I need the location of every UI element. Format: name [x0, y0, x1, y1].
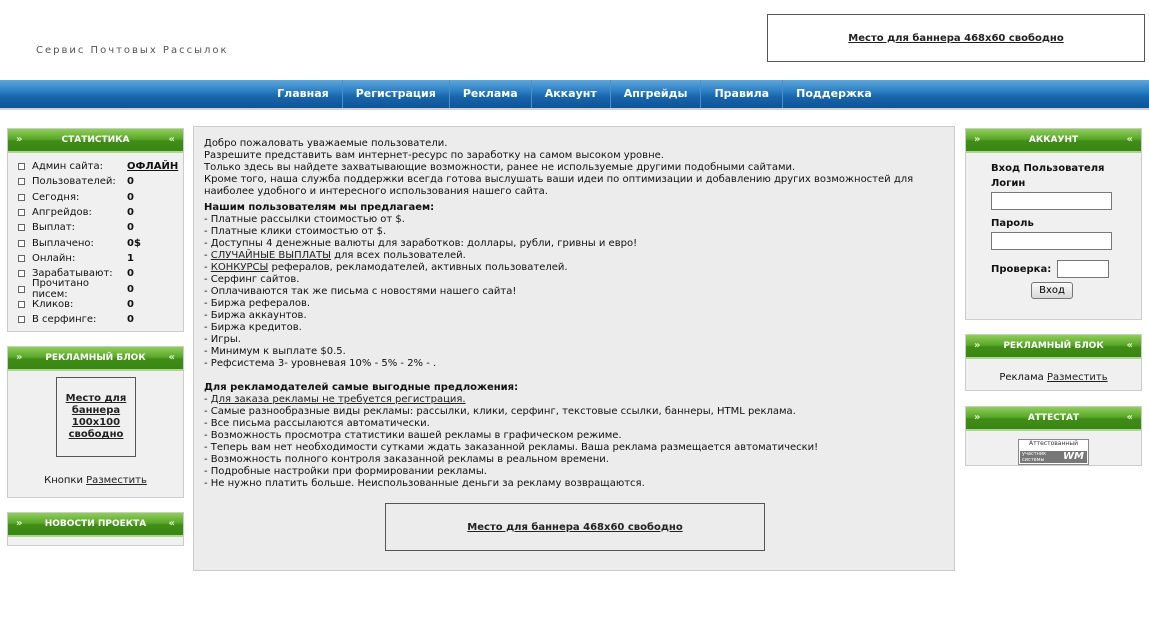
stat-row: [18, 235, 183, 250]
bullet-square-icon: [18, 301, 25, 308]
stat-value: 0: [127, 298, 134, 310]
login-form-title: Вход Пользователя: [991, 163, 1105, 174]
login-button[interactable]: Вход: [1031, 282, 1073, 299]
stat-value: 0: [127, 283, 134, 295]
password-label: Пароль: [991, 218, 1034, 229]
list-item: - Рефсистема 3- уровневая 10% - 5% - 2% - .: [204, 358, 437, 369]
ad-block-right: [965, 334, 1142, 391]
ad-right-label: Реклама: [999, 372, 1044, 383]
news-block-header: [8, 513, 183, 537]
list-item: - Платные клики стоимостью от $.: [204, 226, 387, 237]
intro-line: Кроме того, наша служба поддержки всегда готова выслушать ваши идеи по оптимизации и добавлению других возможностей для наиболее удобного и интересного использования нашего сайта.: [204, 174, 914, 197]
banner-100x100-link[interactable]: Место для баннера 100x100 свободно: [65, 393, 127, 440]
stats-block-title: СТАТИСТИКА: [61, 135, 130, 145]
badge-top-text: Аттестованный: [1029, 440, 1078, 447]
account-block: [965, 128, 1142, 320]
list-item: - Минимум к выплате $0.5.: [204, 346, 346, 357]
bullet-square-icon: [18, 194, 25, 201]
double-chevron-right-icon: »: [974, 412, 981, 423]
banner-mid-link[interactable]: Место для баннера 468x60 свободно: [467, 521, 683, 533]
stats-block-header: [8, 129, 183, 153]
stat-value: 0: [127, 314, 134, 326]
list-item: - Возможность просмотра статистики вашей рекламы в графическом режиме.: [204, 430, 622, 441]
account-block-header: [966, 129, 1141, 153]
password-input[interactable]: [991, 232, 1112, 250]
stat-row: [18, 205, 183, 220]
double-chevron-right-icon: »: [16, 134, 23, 145]
nav-home[interactable]: Главная: [264, 80, 343, 108]
advertisers-heading: Для рекламодателей самые выгодные предложения:: [204, 382, 519, 393]
stat-row: [18, 190, 183, 205]
captcha-row: [991, 260, 1141, 278]
list-item: - СЛУЧАЙНЫЕ ВЫПЛАТЫ для всех пользователей.: [204, 250, 466, 261]
double-chevron-left-icon: «: [168, 352, 175, 363]
double-chevron-left-icon: «: [168, 518, 175, 529]
double-chevron-left-icon: «: [1126, 340, 1133, 351]
stat-label: Онлайн:: [32, 252, 76, 264]
ad-block-left-title: РЕКЛАМНЫЙ БЛОК: [45, 353, 146, 363]
banner-100x100: [56, 377, 136, 457]
banner-top: [767, 14, 1145, 62]
stats-block: [7, 128, 184, 332]
double-chevron-right-icon: »: [974, 340, 981, 351]
stat-row: [18, 174, 183, 189]
banner-mid: [385, 503, 765, 551]
random-payouts-link[interactable]: СЛУЧАЙНЫЕ ВЫПЛАТЫ: [210, 250, 331, 261]
bullet-square-icon: [18, 240, 25, 247]
no-registration-link[interactable]: Для заказа рекламы не требуется регистрация.: [210, 394, 466, 405]
list-item: - Серфинг сайтов.: [204, 274, 300, 285]
stat-value: 1: [127, 252, 134, 264]
list-item: - Для заказа рекламы не требуется регистрация.: [204, 394, 466, 405]
ad-block-right-header: [966, 335, 1141, 359]
ad-block-right-title: РЕКЛАМНЫЙ БЛОК: [1003, 341, 1104, 351]
ad-right-line: [966, 372, 1141, 383]
place-ad-link[interactable]: Разместить: [1046, 372, 1108, 383]
double-chevron-left-icon: «: [1126, 412, 1133, 423]
stat-label: Сегодня:: [32, 191, 80, 203]
list-item: - Теперь вам нет необходимости сутками ждать заказанной рекламы. Ваша реклама размещается автоматически!: [204, 442, 819, 453]
nav-account[interactable]: Аккаунт: [532, 80, 611, 108]
intro-line: Разрешите представить вам интернет-ресурс по заработку на самом высоком уровне.: [204, 150, 664, 161]
stat-label: Кликов:: [32, 298, 74, 310]
nav-upgrades[interactable]: Апгрейды: [611, 80, 702, 108]
badge-logo-text: WM: [1063, 451, 1084, 462]
stat-label: Выплачено:: [32, 237, 94, 249]
stat-label: Админ сайта:: [32, 161, 103, 173]
nav-rules[interactable]: Правила: [701, 80, 783, 108]
stat-value: 0: [127, 268, 134, 280]
badge-text-line: системы: [1022, 457, 1045, 463]
webmoney-attest-badge[interactable]: [1018, 439, 1089, 465]
double-chevron-right-icon: »: [16, 518, 23, 529]
nav-support[interactable]: Поддержка: [796, 87, 872, 100]
stat-label: Пользователей:: [32, 176, 116, 188]
bullet-square-icon: [18, 270, 25, 277]
bullet-square-icon: [18, 286, 25, 293]
stat-row: [18, 159, 183, 174]
intro-line: Только здесь вы найдете захватывающие возможности, ранее не используемые другими подобными сайтами.: [204, 162, 796, 173]
stat-row: [18, 312, 183, 327]
intro-line: Добро пожаловать уважаемые пользователи.: [204, 138, 448, 149]
ad-block-left-header: [8, 347, 183, 371]
contests-link[interactable]: КОНКУРСЫ: [210, 262, 269, 273]
bullet-square-icon: [18, 316, 25, 323]
stat-row: [18, 278, 183, 301]
main-content: [193, 126, 955, 571]
list-item: - Игры.: [204, 334, 241, 345]
stat-row: [18, 220, 183, 235]
main-navbar: [0, 80, 1149, 108]
bullet-square-icon: [18, 178, 25, 185]
place-buttons-link[interactable]: Разместить: [86, 475, 147, 486]
bullet-square-icon: [18, 209, 25, 216]
random-payouts-text: для всех пользователей.: [330, 250, 466, 261]
webmoney-logo-icon: [1020, 451, 1087, 463]
site-title: Сервис Почтовых Рассылок: [36, 45, 229, 56]
news-block: [7, 512, 184, 546]
double-chevron-right-icon: »: [974, 134, 981, 145]
account-block-title: АККАУНТ: [1028, 135, 1079, 145]
stats-list: [8, 153, 183, 327]
stat-label: Апгрейдов:: [32, 207, 92, 219]
news-block-title: НОВОСТИ ПРОЕКТА: [44, 519, 147, 529]
users-heading: Нашим пользователям мы предлагаем:: [204, 202, 435, 213]
banner-top-link[interactable]: Место для баннера 468x60 свободно: [848, 32, 1064, 44]
double-chevron-left-icon: «: [1126, 134, 1133, 145]
stat-label: Выплат:: [32, 222, 76, 234]
captcha-label: Проверка:: [991, 263, 1052, 275]
list-item: - Самые разнообразные виды рекламы: рассылки, клики, серфинг, текстовые ссылки, баннеры, HTML реклама.: [204, 406, 796, 417]
stat-label: В серфинге:: [32, 314, 97, 326]
attest-block-title: АТТЕСТАТ: [1027, 413, 1080, 423]
stat-value: 0$: [127, 237, 141, 249]
nav-advertising[interactable]: Реклама: [450, 80, 532, 108]
list-item: - Подробные настройки при формировании рекламы.: [204, 466, 487, 477]
list-item: - Платные рассылки стоимостью от $.: [204, 214, 405, 225]
badge-text-line: участник: [1022, 451, 1047, 457]
login-label: Логин: [991, 178, 1026, 189]
login-form: [966, 153, 1141, 299]
stat-label: Зарабатывают:: [32, 268, 113, 280]
double-chevron-right-icon: »: [16, 352, 23, 363]
buttons-place-line: [8, 475, 183, 486]
ad-block-left: [7, 346, 184, 498]
stat-row: [18, 251, 183, 266]
stat-value: 0: [127, 191, 134, 203]
captcha-input[interactable]: [1057, 260, 1109, 278]
buttons-label: Кнопки: [44, 475, 83, 486]
list-item: - Возможность полного контроля заказанной рекламы в реальном времени.: [204, 454, 609, 465]
stat-value: 0: [127, 207, 134, 219]
attest-block: [965, 406, 1142, 466]
list-item: - Биржа кредитов.: [204, 322, 302, 333]
stat-row: [18, 297, 183, 312]
stat-value: 0: [127, 176, 134, 188]
bullet-square-icon: [18, 224, 25, 231]
stat-value: 0: [127, 222, 134, 234]
double-chevron-left-icon: «: [168, 134, 175, 145]
list-item: - Не нужно платить больше. Неиспользованные деньги за рекламу возвращаются.: [204, 478, 645, 489]
contests-text: рефералов, рекламодателей, активных пользователей.: [268, 262, 568, 273]
list-item: - Оплачиваются так же письма с новостями нашего сайта!: [204, 286, 517, 297]
list-item: - Доступны 4 денежные валюты для заработков: доллары, рубли, гривны и евро!: [204, 238, 638, 249]
nav-registration[interactable]: Регистрация: [343, 80, 450, 108]
stat-value-admin-status[interactable]: ОФЛАЙН: [127, 161, 179, 173]
login-input[interactable]: [991, 192, 1112, 210]
list-item: - КОНКУРСЫ рефералов, рекламодателей, активных пользователей.: [204, 262, 568, 273]
list-item: - Биржа аккаунтов.: [204, 310, 307, 321]
list-item: - Биржа рефералов.: [204, 298, 311, 309]
list-item: - Все письма рассылаются автоматически.: [204, 418, 430, 429]
bullet-square-icon: [18, 255, 25, 262]
bullet-square-icon: [18, 163, 25, 170]
stat-label: Прочитано писем:: [32, 278, 90, 301]
attest-block-header: [966, 407, 1141, 431]
